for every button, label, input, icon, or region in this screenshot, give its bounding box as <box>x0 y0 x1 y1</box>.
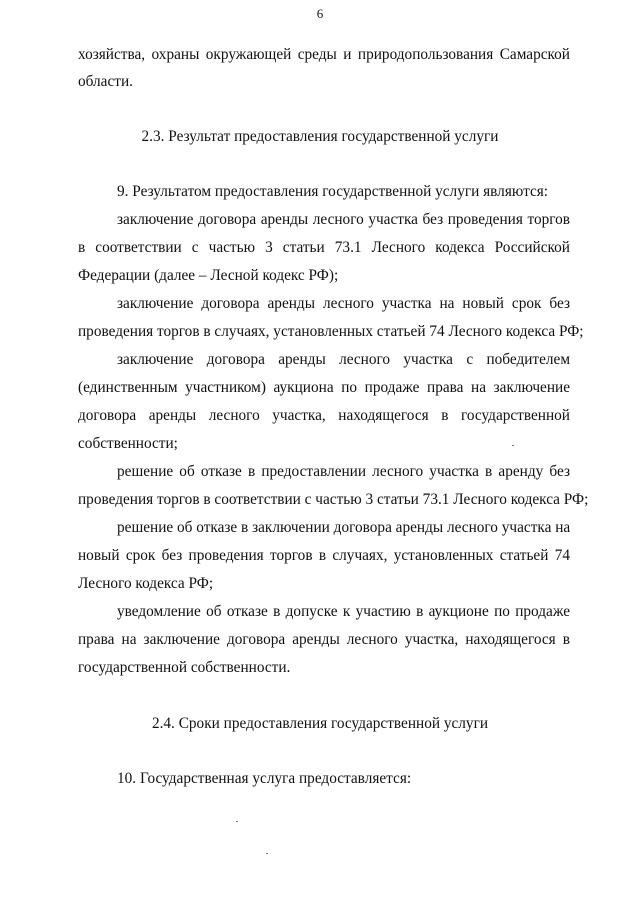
result-5-line-3: Лесного кодекса РФ; <box>78 575 214 592</box>
result-3-line-4: собственности; <box>78 435 178 452</box>
result-5-line-2: новый срок без проведения торгов в случаях, установленных статьей 74 <box>78 547 570 564</box>
result-2-line-2: проведения торгов в случаях, установленных статьей 74 Лесного кодекса РФ; <box>78 323 584 340</box>
result-1-line-2: в соответствии с частью 3 статьи 73.1 Лесного кодекса Российской <box>78 239 570 256</box>
page-number: 6 <box>316 6 324 21</box>
intro-line-2: области. <box>78 73 133 90</box>
item-9-intro: 9. Результатом предоставления государственной услуги являются: <box>117 183 549 200</box>
result-5-line-1: решение об отказе в заключении договора аренды лесного участка на <box>117 519 571 536</box>
result-3-line-1: заключение договора аренды лесного участка с победителем <box>117 351 570 368</box>
result-2-line-1: заключение договора аренды лесного участка на новый срок без <box>117 295 570 312</box>
scan-speck <box>512 445 514 446</box>
result-1-line-1: заключение договора аренды лесного участка без проведения торгов <box>117 211 570 228</box>
result-4-line-1: решение об отказе в предоставлении лесного участка в аренду без <box>117 463 570 480</box>
result-3-line-2: (единственным участником) аукциона по продаже права на заключение <box>78 379 570 396</box>
result-6-line-1: уведомление об отказе в допуске к участию в аукционе по продаже <box>117 603 570 620</box>
result-3-line-3: договора аренды лесного участка, находящегося в государственной <box>78 407 570 424</box>
intro-line-1: хозяйства, охраны окружающей среды и природопользования Самарской <box>78 46 570 63</box>
result-6-line-3: государственной собственности. <box>78 659 291 676</box>
section-2-4-heading: 2.4. Сроки предоставления государственной услуги <box>151 715 489 732</box>
result-4-line-2: проведения торгов в соответствии с частью 3 статьи 73.1 Лесного кодекса РФ; <box>78 491 589 508</box>
item-10-intro: 10. Государственная услуга предоставляется: <box>117 770 412 787</box>
scan-speck <box>236 821 238 822</box>
result-1-line-3: Федерации (далее – Лесной кодекс РФ); <box>78 267 339 284</box>
section-2-3-heading: 2.3. Результат предоставления государственной услуги <box>141 128 499 145</box>
scan-speck <box>266 853 268 854</box>
result-6-line-2: права на заключение договора аренды лесного участка, находящегося в <box>78 631 570 648</box>
